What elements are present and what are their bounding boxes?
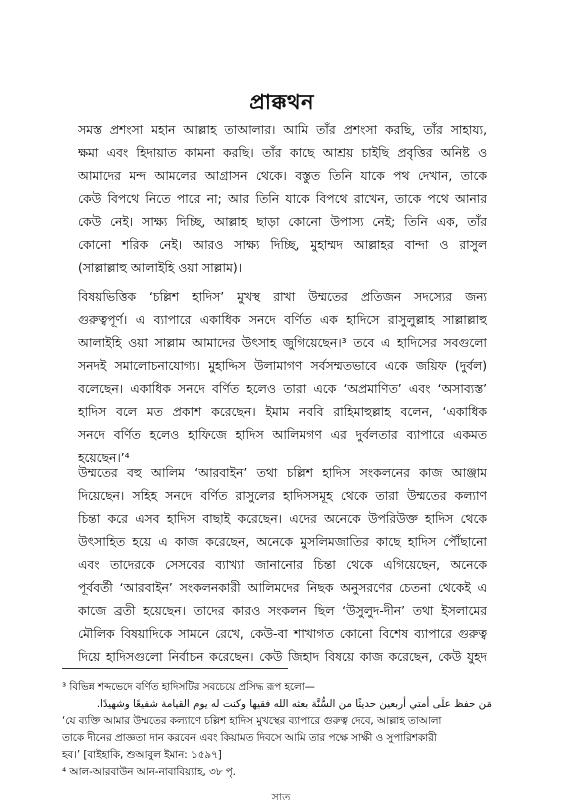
footnote-divider (62, 668, 288, 669)
text-line: কেউ বিপথে নিতে পারে না; আর তিনি যাকে বিপথে রাখেন, তাকে পথে আনার (78, 192, 487, 206)
footnote-3-arabic: مَن حفظ علَى أمتي أربعين حديثًا من السُّنَّة بعثه الله فقيها وكنت له يوم القيامة شفيعًا وشهيدًا. (96, 698, 492, 710)
text-line: কাজে ব্রতী হয়েছেন। তাদের কারও সংকলন ছিল ‘উসুলুদ-দীন’ তথা ইসলামের (78, 604, 487, 618)
footnote-3-translation: হব।’ [বাইহাকি, শুআবুল ইমান: ১৫৯৭] (62, 749, 222, 761)
text-line: হাদিস বলে মত প্রকাশ করেছেন। ইমাম নববি রাহিমাহুল্লাহ বলেন, ‘একাধিক (78, 405, 487, 419)
text-line: চিন্তা করে এসব হাদিস বাছাই করেছেন। এদের অনেকে উপরিউক্ত হাদিস থেকে (78, 512, 487, 526)
paragraph-1 (78, 119, 487, 280)
text-line: উম্মতের বহু আলিম ‘আরবাইন’ তথা চল্লিশ হাদিস সংকলনের কাজ আঞ্জাম (78, 466, 487, 480)
text-line: উৎসাহিত হয়ে এ কাজ করেছেন, অনেকে মুসলিমজাতির কাছে হাদিস পৌঁছানো (78, 535, 487, 549)
text-line: সনদই সমালোচনাযোগ্য। মুহাদ্দিস উলামাগণ সর্বসম্মতভাবে একে জয়িফ (দুর্বল) (78, 359, 487, 373)
footnote-3-intro: ³ বিভিন্ন শব্দভেদে বর্ণিত হাদিসটির সবচেয়ে প্রসিদ্ধ রূপ হলো— (62, 681, 315, 693)
text-line: সনদে বর্ণিত হলেও হাফিজে হাদিস আলিমগণ এর দুর্বলতার ব্যাপারে একমত (78, 428, 487, 442)
text-line: ক্ষমা এবং হিদায়াত কামনা করছি। তাঁর কাছে আশ্রয় চাইছি প্রবৃত্তির অনিষ্ট ও (78, 146, 487, 160)
text-line: বিষয়ভিত্তিক ‘চল্লিশ হাদিস’ মুখস্থ রাখা উম্মতের প্রতিজন সদস্যের জন্য (78, 290, 487, 304)
text-line: আলাইহি ওয়া সাল্লাম আমাদের উৎসাহ জুগিয়েছেন।³ তবে এ হাদিসের সবগুলো (78, 336, 487, 350)
footnote-4: ⁴ আল-আরবাউন আন-নাবাবিয়্যাহ, ৩৮ পৃ. (62, 766, 236, 778)
text-line: হয়েছেন।’⁴ (78, 451, 130, 465)
page-title: প্রাক্কথন (249, 90, 314, 114)
text-line: আমাদের মন্দ আমলের আগ্রাসন থেকে। বস্তুত তিনি যাকে পথ দেখান, তাকে (78, 169, 487, 183)
paragraph-2 (78, 286, 487, 470)
page-number: সাত (271, 791, 291, 800)
text-line: এবং তাদেরকে সেসবের ব্যাখ্যা জানানোর চিন্তা থেকে এগিয়েছেন, অনেকে (78, 558, 487, 572)
footnote-3-translation: তাকে দীনের প্রাজ্ঞতা দান করবেন এবং কিয়ামত দিবসে আমি তার পক্ষে সাক্ষী ও সুপারিশকারী (62, 732, 437, 744)
text-line: সমস্ত প্রশংসা মহান আল্লাহ তাআলার। আমি তাঁর প্রশংসা করছি, তাঁর সাহায্য, (78, 123, 487, 137)
text-line: মৌলিক বিষয়াদিকে সামনে রেখে, কেউ-বা শাখাগত কোনো বিশেষ ব্যাপারে গুরুত্ব (78, 627, 487, 641)
text-line: দিয়ে হাদিসগুলো নির্বাচন করেছেন। কেউ জিহাদ বিষয়ে কাজ করেছেন, কেউ যুহদ (78, 650, 487, 664)
text-line: কেউ নেই। সাক্ষ্য দিচ্ছি, আল্লাহ ছাড়া কোনো উপাস্য নেই; তিনি এক, তাঁর (78, 215, 487, 229)
text-line: গুরুত্বপূর্ণ। এ ব্যাপারে একাধিক সনদে বর্ণিত এক হাদিসে রাসুলুল্লাহ সাল্লাল্লাহু (78, 313, 487, 327)
footnote-3-translation: ‘যে ব্যক্তি আমার উম্মতের কল্যাণে চল্লিশ হাদিস মুখস্থের ব্যাপারে গুরুত্ব দেবে, আল্লাহ তাআলা (62, 715, 442, 727)
paragraph-3 (78, 462, 487, 669)
text-line: বলেছেন। একাধিক সনদে বর্ণিত হলেও তারা একে ‘অপ্রমাণিত’ এবং ‘অসাব্যস্ত’ (78, 382, 487, 396)
footnote-3 (62, 679, 492, 781)
text-line: কোনো শরিক নেই। আরও সাক্ষ্য দিচ্ছি, মুহাম্মদ আল্লাহর বান্দা ও রাসুল (78, 238, 487, 252)
text-line: দিয়েছেন। সহিহ সনদে বর্ণিত রাসুলের হাদিসসমূহ থেকে তারা উম্মতের কল্যাণ (78, 489, 487, 503)
text-line: (সাল্লাল্লাহু আলাইহি ওয়া সাল্লাম)। (78, 261, 243, 275)
text-line: পূর্ববর্তী ‘আরবাইন’ সংকলনকারী আলিমদের নিছক অনুসরণের চেতনা থেকেই এ (78, 581, 487, 595)
